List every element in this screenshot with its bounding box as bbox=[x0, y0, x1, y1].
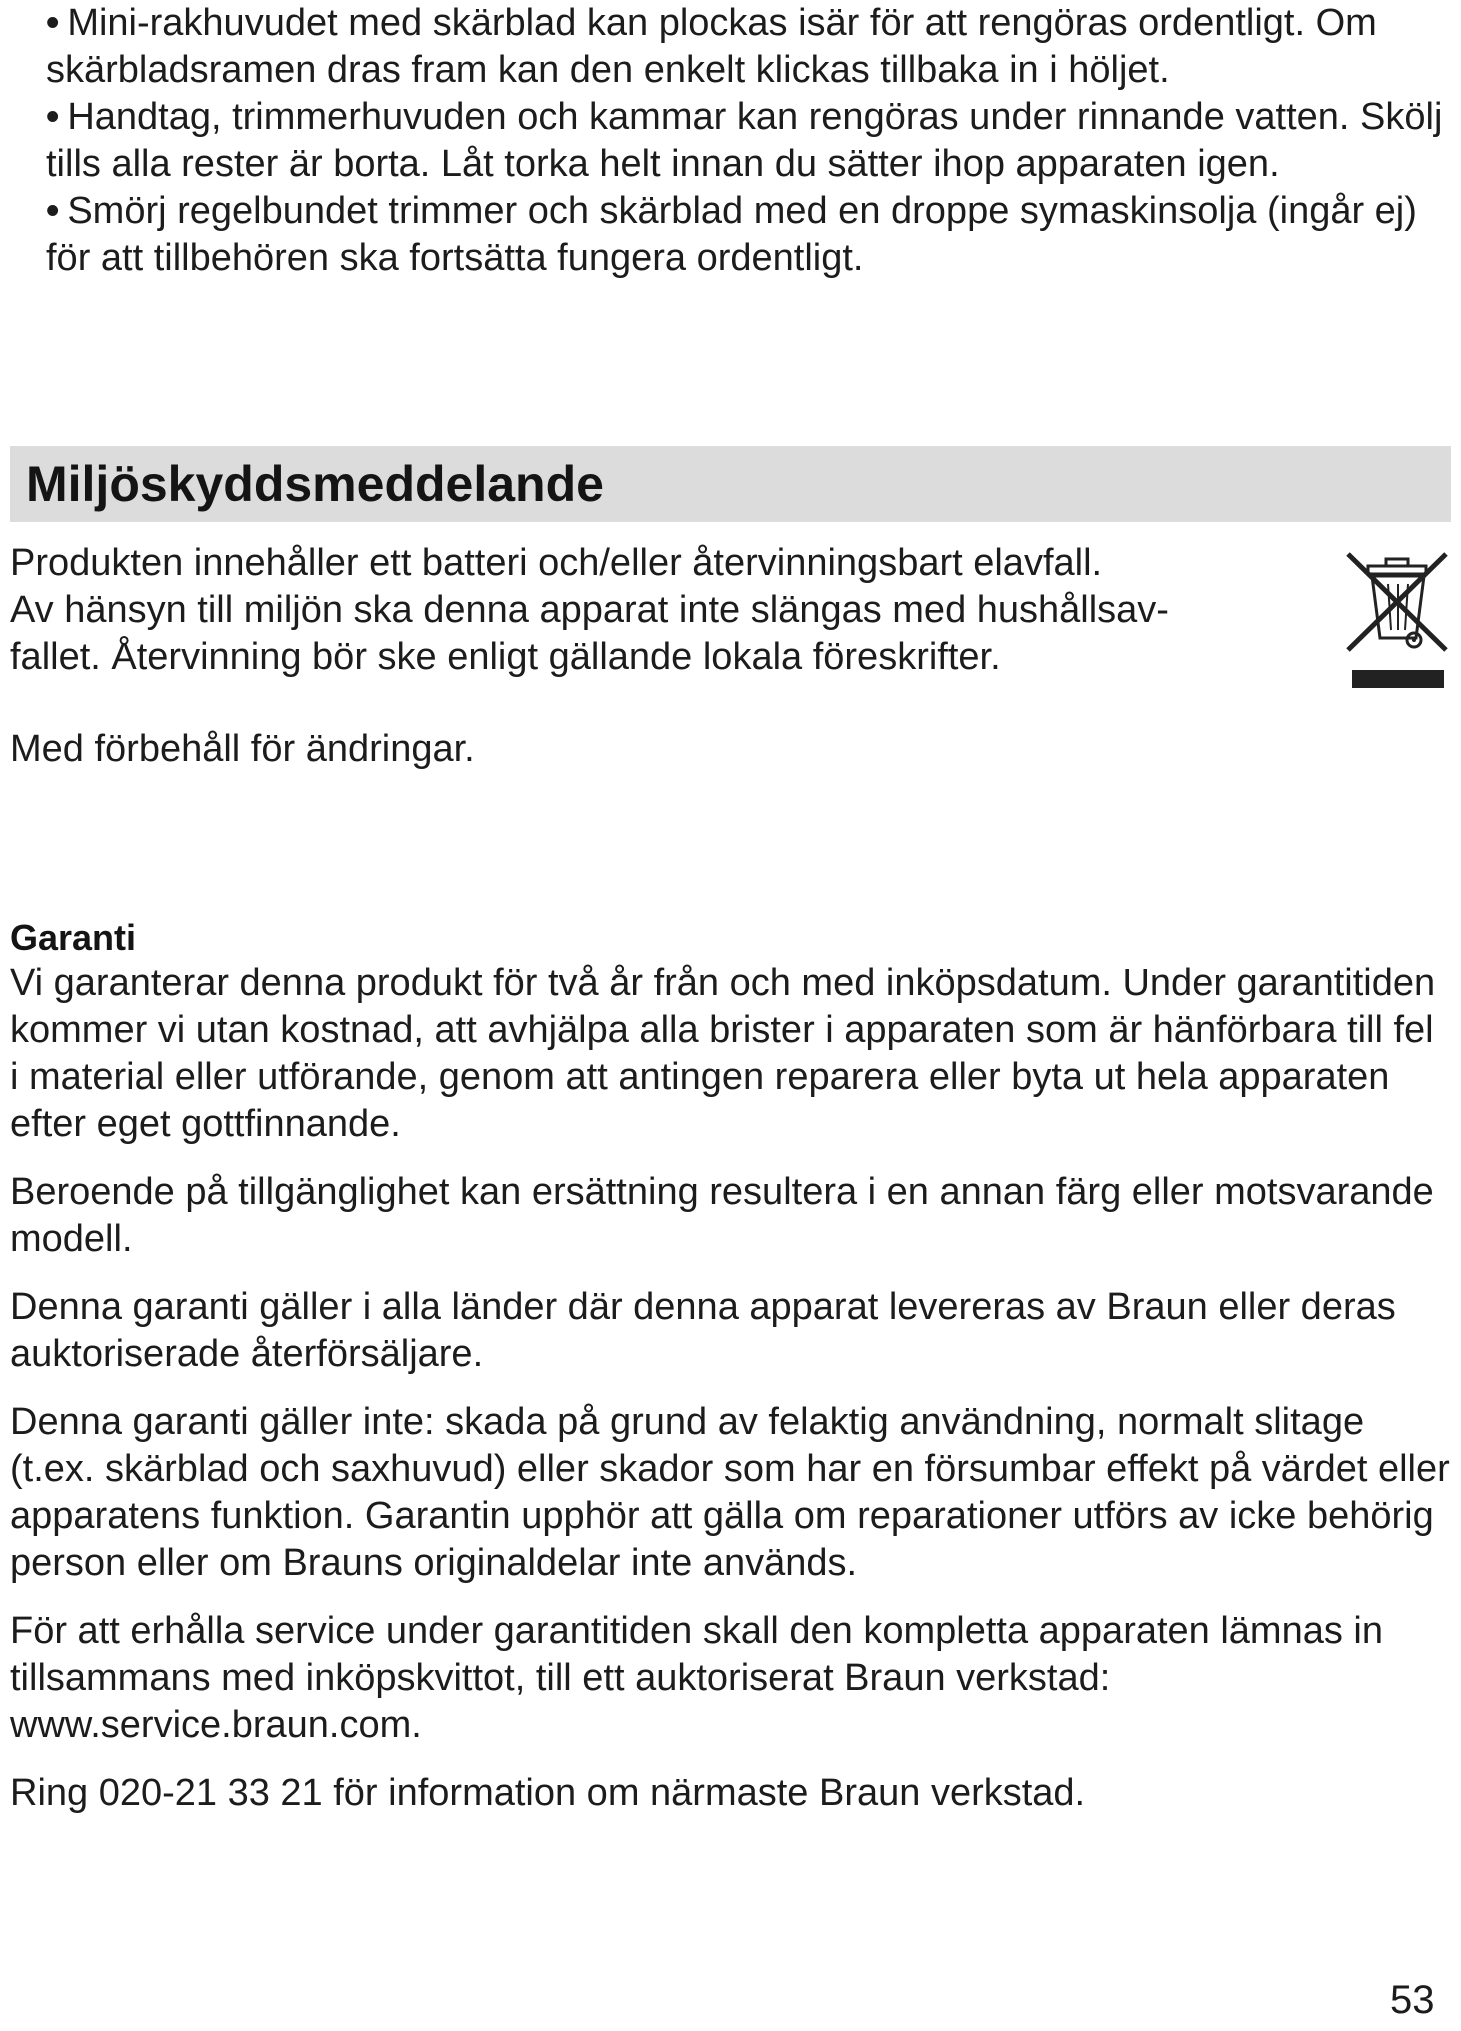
warranty-paragraph: Vi garanterar denna produkt för två år från och med inköpsdatum. Under garantitiden kommer vi utan kostnad, att avhjälpa alla brister i apparaten som är hänförbara till fel i material eller utförande, genom att antingen reparera eller byta ut hela apparaten efter eget gottfinnande. bbox=[10, 962, 1436, 1145]
warranty-paragraph: Denna garanti gäller i alla länder där denna apparat levereras av Braun eller deras auktoriserade återförsäljare. bbox=[10, 1286, 1396, 1375]
environment-notice bbox=[10, 540, 1310, 681]
environment-line: Av hänsyn till miljön ska denna apparat inte slängas med hushållsav- bbox=[10, 589, 1169, 631]
bullet-item: • Handtag, trimmerhuvuden och kammar kan rengöras under rinnande vatten. Skölj tills alla rester är borta. Låt torka helt innan du sätter ihop apparaten igen. bbox=[46, 96, 1443, 185]
warranty-heading: Garanti bbox=[10, 917, 137, 958]
warranty-paragraph: Denna garanti gäller inte: skada på grund av felaktig användning, normalt slitage (t.ex. skärblad och saxhuvud) eller skador som har en försumbar effekt på värdet eller apparatens funktion. Garantin upphör att gälla om reparationer utförs av icke behörig person eller om Brauns originaldelar inte används. bbox=[10, 1401, 1450, 1584]
bullet-item: • Smörj regelbundet trimmer och skärblad med en droppe symaskinsolja (ingår ej) för att tillbehören ska fortsätta fungera ordentligt. bbox=[46, 190, 1417, 279]
environment-line: Produkten innehåller ett batteri och/eller återvinningsbart elavfall. bbox=[10, 542, 1103, 584]
care-bullet-list bbox=[46, 0, 1446, 282]
environment-line: fallet. Återvinning bör ske enligt gällande lokala föreskrifter. bbox=[10, 636, 1001, 678]
crossed-out-wheelie-bin-icon bbox=[1342, 546, 1452, 696]
reservation-text: Med förbehåll för ändringar. bbox=[10, 728, 475, 770]
page-number: 53 bbox=[1390, 1978, 1435, 2022]
reservation-note bbox=[10, 726, 1310, 773]
warranty-section bbox=[10, 916, 1450, 1838]
bullet-dot: • bbox=[46, 2, 60, 44]
bullet-item: • Mini-rakhuvudet med skärblad kan plockas isär för att rengöras ordentligt. Om skärbladsramen dras fram kan den enkelt klickas tillbaka in i höljet. bbox=[46, 2, 1377, 91]
section-header-bar bbox=[10, 446, 1451, 522]
warranty-paragraph: Beroende på tillgänglighet kan ersättning resultera i en annan färg eller motsvarande modell. bbox=[10, 1171, 1434, 1260]
bullet-dot: • bbox=[46, 190, 60, 232]
warranty-paragraph: För att erhålla service under garantitiden skall den kompletta apparaten lämnas in tillsammans med inköpskvittot, till ett auktoriserat Braun verkstad: www.service.braun.com. bbox=[10, 1610, 1383, 1746]
bullet-dot: • bbox=[46, 96, 60, 138]
section-title: Miljöskyddsmeddelande bbox=[26, 456, 604, 512]
warranty-paragraph: Ring 020-21 33 21 för information om närmaste Braun verkstad. bbox=[10, 1772, 1086, 1814]
